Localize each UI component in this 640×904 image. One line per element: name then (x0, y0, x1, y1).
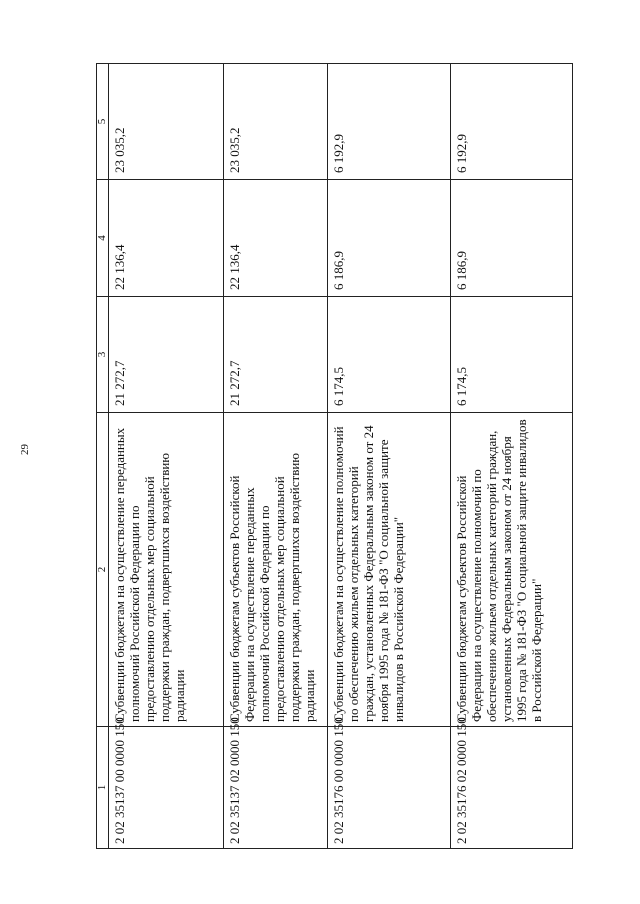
header-row (97, 64, 109, 849)
table-row (224, 64, 328, 849)
page-number: 29 (19, 444, 31, 455)
description-cell: Субвенции бюджетам субъектов Российской Федерации на осуществление переданных полномочий Российской Федерации по предоставлению отдельных мер социальной поддержки граждан, подвергшихся воздействию радиации (224, 413, 328, 727)
value-cell: 22 136,4 (109, 180, 224, 297)
table-row (328, 64, 450, 849)
value-cell: 23 035,2 (224, 64, 328, 180)
column-header: 4 (97, 180, 109, 297)
table-row (109, 64, 224, 849)
column-header: 3 (97, 297, 109, 413)
column-header: 2 (97, 413, 109, 727)
value-cell: 21 272,7 (109, 297, 224, 413)
value-cell: 22 136,4 (224, 180, 328, 297)
value-cell: 6 186,9 (328, 180, 450, 297)
table-row (450, 64, 572, 849)
budget-code-cell: 2 02 35137 02 0000 150 (224, 727, 328, 849)
column-header: 5 (97, 64, 109, 180)
value-cell: 6 192,9 (450, 64, 572, 180)
value-cell: 21 272,7 (224, 297, 328, 413)
budget-code-cell: 2 02 35176 02 0000 150 (450, 727, 572, 849)
table-container (96, 64, 573, 849)
column-header: 1 (97, 727, 109, 849)
value-cell: 23 035,2 (109, 64, 224, 180)
value-cell: 6 174,5 (450, 297, 572, 413)
value-cell: 6 192,9 (328, 64, 450, 180)
value-cell: 6 174,5 (328, 297, 450, 413)
description-cell: Субвенции бюджетам на осуществление переданных полномочий Российской Федерации по предоставлению отдельных мер социальной поддержки граждан, подвергшихся воздействию радиации (109, 413, 224, 727)
budget-code-cell: 2 02 35176 00 0000 150 (328, 727, 450, 849)
description-cell: Субвенции бюджетам субъектов Российской Федерации на осуществление полномочий по обеспечению жильем отдельных категорий граждан, установленных Федеральным законом от 24 ноября 1995 года № 181-ФЗ "О социальной защите инвалидов в Российской Федерации" (450, 413, 572, 727)
value-cell: 6 186,9 (450, 180, 572, 297)
budget-table (96, 63, 573, 849)
description-cell: Субвенции бюджетам на осуществление полномочий по обеспечению жильем отдельных категорий граждан, установленных Федеральным законом от 24 ноября 1995 года № 181-ФЗ "О социальной защите инвалидов в Российской Федерации" (328, 413, 450, 727)
budget-code-cell: 2 02 35137 00 0000 150 (109, 727, 224, 849)
